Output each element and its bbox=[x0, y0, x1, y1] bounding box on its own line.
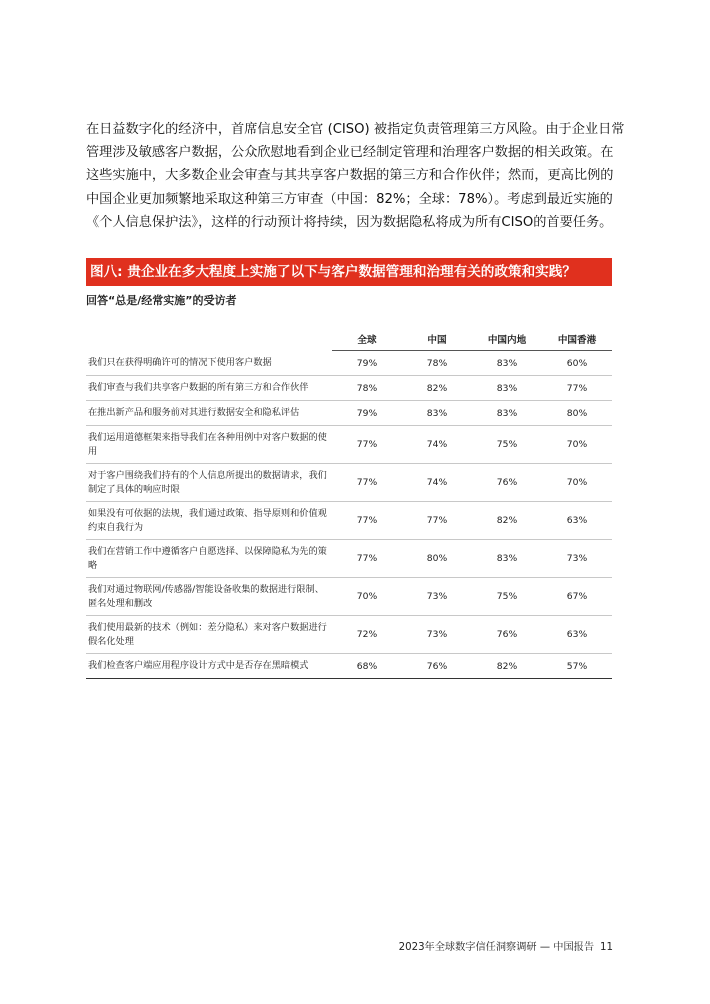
cell-mainland: 83% bbox=[472, 401, 542, 426]
cell-global: 77% bbox=[332, 502, 402, 540]
cell-hongkong: 57% bbox=[542, 654, 612, 679]
header-global: 全球 bbox=[332, 328, 402, 351]
cell-hongkong: 67% bbox=[542, 578, 612, 616]
header-china: 中国 bbox=[402, 328, 472, 351]
cell-hongkong: 60% bbox=[542, 351, 612, 376]
cell-china: 83% bbox=[402, 401, 472, 426]
cell-hongkong: 70% bbox=[542, 464, 612, 502]
cell-mainland: 82% bbox=[472, 654, 542, 679]
intro-paragraph: 在日益数字化的经济中，首席信息安全官 (CISO) 被指定负责管理第三方风险。由于企业日常管理涉及敏感客户数据，公众欣慰地看到企业已经制定管理和治理客户数据的相关政策。在这些实施中，大多数企业会审查与其共享客户数据的第三方和合作伙伴；然而，更高比例的中国企业更加频繁地采取这种第三方审查（中国：82%；全球：78%）。考虑到最近实施的《个人信息保护法》，这样的行动预计将持续，因为数据隐私将成为所有CISO的首要任务。 bbox=[86, 122, 625, 230]
cell-mainland: 82% bbox=[472, 502, 542, 540]
cell-global: 77% bbox=[332, 540, 402, 578]
table-row bbox=[86, 351, 612, 376]
row-label: 对于客户围绕我们持有的个人信息所提出的数据请求，我们制定了具体的响应时限 bbox=[86, 464, 332, 502]
cell-mainland: 76% bbox=[472, 616, 542, 654]
row-label: 我们使用最新的技术（例如：差分隐私）来对客户数据进行假名化处理 bbox=[86, 616, 332, 654]
table-row bbox=[86, 401, 612, 426]
cell-china: 80% bbox=[402, 540, 472, 578]
cell-china: 76% bbox=[402, 654, 472, 679]
cell-china: 74% bbox=[402, 464, 472, 502]
cell-mainland: 83% bbox=[472, 351, 542, 376]
row-label: 如果没有可依据的法规，我们通过政策、指导原则和价值观约束自我行为 bbox=[86, 502, 332, 540]
cell-global: 78% bbox=[332, 376, 402, 401]
table-row bbox=[86, 426, 612, 464]
cell-global: 72% bbox=[332, 616, 402, 654]
data-table bbox=[86, 328, 612, 679]
header-blank bbox=[86, 328, 332, 351]
row-label: 我们对通过物联网/传感器/智能设备收集的数据进行限制、匿名处理和删改 bbox=[86, 578, 332, 616]
figure-subtitle: 回答“总是/经常实施”的受访者 bbox=[86, 294, 237, 307]
table-row bbox=[86, 540, 612, 578]
cell-china: 74% bbox=[402, 426, 472, 464]
cell-mainland: 76% bbox=[472, 464, 542, 502]
cell-global: 79% bbox=[332, 401, 402, 426]
cell-global: 77% bbox=[332, 464, 402, 502]
cell-global: 70% bbox=[332, 578, 402, 616]
table-header-row bbox=[86, 328, 612, 351]
table-row bbox=[86, 578, 612, 616]
page-number: 11 bbox=[600, 942, 613, 953]
cell-china: 73% bbox=[402, 578, 472, 616]
cell-global: 79% bbox=[332, 351, 402, 376]
row-label: 我们只在获得明确许可的情况下使用客户数据 bbox=[86, 351, 332, 376]
table-row bbox=[86, 654, 612, 679]
cell-hongkong: 63% bbox=[542, 502, 612, 540]
row-label: 在推出新产品和服务前对其进行数据安全和隐私评估 bbox=[86, 401, 332, 426]
header-mainland: 中国内地 bbox=[472, 328, 542, 351]
row-label: 我们审查与我们共享客户数据的所有第三方和合作伙伴 bbox=[86, 376, 332, 401]
row-label: 我们检查客户端应用程序设计方式中是否存在黑暗模式 bbox=[86, 654, 332, 679]
table-row bbox=[86, 464, 612, 502]
cell-china: 82% bbox=[402, 376, 472, 401]
cell-china: 73% bbox=[402, 616, 472, 654]
table-row bbox=[86, 376, 612, 401]
row-label: 我们在营销工作中遵循客户自愿选择、以保障隐私为先的策略 bbox=[86, 540, 332, 578]
cell-mainland: 75% bbox=[472, 578, 542, 616]
cell-mainland: 83% bbox=[472, 540, 542, 578]
cell-china: 77% bbox=[402, 502, 472, 540]
cell-hongkong: 73% bbox=[542, 540, 612, 578]
footer-text: 2023年全球数字信任洞察调研 — 中国报告 bbox=[398, 942, 595, 953]
cell-hongkong: 77% bbox=[542, 376, 612, 401]
figure-title: 图八: 贵企业在多大程度上实施了以下与客户数据管理和治理有关的政策和实践？ bbox=[86, 258, 612, 286]
cell-hongkong: 80% bbox=[542, 401, 612, 426]
cell-global: 77% bbox=[332, 426, 402, 464]
table-row bbox=[86, 502, 612, 540]
page-footer bbox=[0, 938, 613, 953]
cell-mainland: 83% bbox=[472, 376, 542, 401]
row-label: 我们运用道德框架来指导我们在各种用例中对客户数据的使用 bbox=[86, 426, 332, 464]
table-row bbox=[86, 616, 612, 654]
cell-mainland: 75% bbox=[472, 426, 542, 464]
cell-global: 68% bbox=[332, 654, 402, 679]
cell-hongkong: 63% bbox=[542, 616, 612, 654]
cell-hongkong: 70% bbox=[542, 426, 612, 464]
header-hongkong: 中国香港 bbox=[542, 328, 612, 351]
cell-china: 78% bbox=[402, 351, 472, 376]
